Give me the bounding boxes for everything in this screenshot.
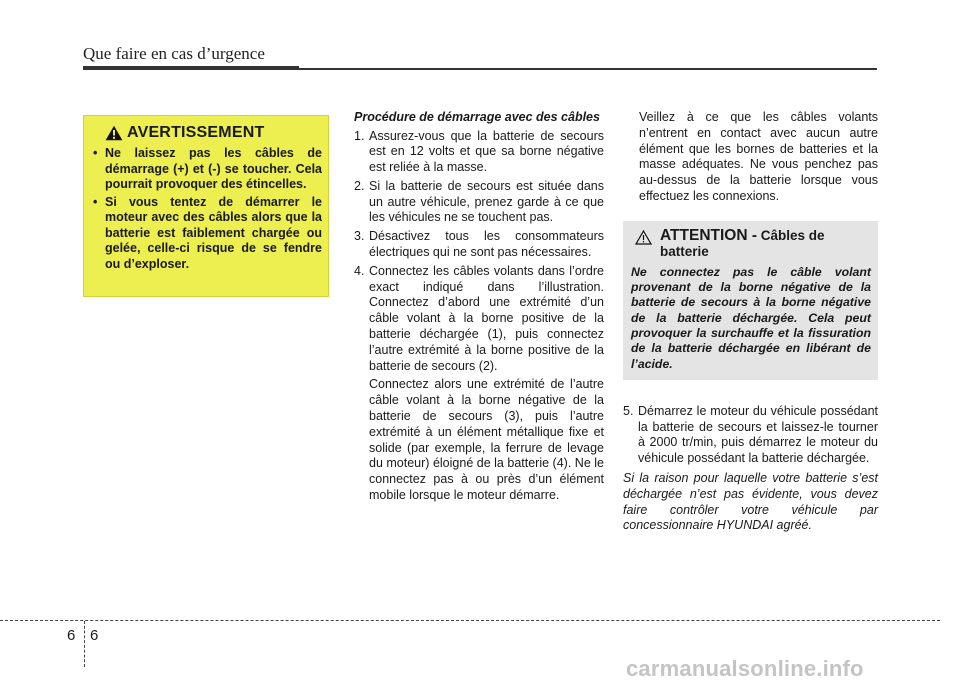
procedure-step (623, 404, 878, 467)
warning-item: • Si vous tentez de démarrer le moteur avec des câbles alors que la batterie est faiblement chargée ou gelée, celle-ci risque de se fendre ou d’exploser. (91, 195, 322, 273)
warning-item: • Ne laissez pas les câbles de démarrage (+) et (-) se toucher. Cela pourrait provoquer des étincelles. (91, 146, 322, 193)
page-header-title: Que faire en cas d’urgence (83, 44, 265, 63)
intro-paragraph: Veillez à ce que les câbles volants n’entrent en contact avec aucun autre élément que les bornes de batteries et la masse adéquates. Ne vous penchez pas au-dessus de la batterie lorsque vous effectuez les connexions. (639, 110, 878, 203)
attention-title-main: ATTENTION - (660, 226, 758, 244)
right-column (623, 110, 878, 534)
procedure-paragraph: Connectez alors une extrémité de l’autre câble volant à la borne négative de la batterie de secours (3), puis l’autre extrémité à un élément métallique fixe et solide (par exemple, la ferrure de levage du moteur) éloigné de la batterie (4). Ne le connectez pas à ou près d’un élément mobile lorsque le moteur démarre. (369, 377, 604, 503)
step-text: Si la batterie de secours est située dans un autre véhicule, prenez garde à ce que les véhicules ne se touchent pas. (369, 178, 604, 225)
procedure-step (354, 179, 604, 226)
page-number: 6 (90, 627, 99, 644)
step-number: 5. (623, 403, 634, 418)
attention-title (660, 228, 871, 260)
warning-box (83, 115, 329, 297)
procedure-title: Procédure de démarrage avec des câbles (354, 110, 600, 124)
footer-vertical-rule (84, 621, 85, 667)
footer-dashed-rule (0, 620, 940, 621)
procedure-step (354, 229, 604, 261)
step-text: Assurez-vous que la batterie de secours est en 12 volts et que sa borne négative est reliée à la masse. (369, 128, 604, 175)
step-number: 3. (354, 229, 365, 244)
caution-triangle-icon (635, 230, 652, 245)
attention-body: Ne connectez pas le câble volant provenant de la borne négative de la batterie de secours à la borne négative de la batterie déchargée. Cela peut provoquer la surchauffe et la fissuration de la batterie déchargée en libérant de l’acide. (631, 264, 871, 371)
attention-title-sub: Câbles de batterie (660, 227, 825, 259)
procedure-step (354, 264, 604, 375)
step-number: 1. (354, 128, 365, 143)
warning-triangle-icon (105, 125, 123, 141)
procedure-step (354, 129, 604, 176)
step-number: 4. (354, 263, 365, 278)
step-text: Démarrez le moteur du véhicule possédant la batterie de secours et laissez-le tourner à 2000 tr/min, puis démarrez le moteur du véhicule possédant la batterie déchargée. (638, 403, 878, 466)
page-section-number: 6 (67, 627, 76, 644)
warning-title: AVERTISSEMENT (127, 124, 265, 141)
header-rule-thin (299, 68, 877, 70)
step-text: Désactivez tous les consommateurs électriques qui ne sont pas nécessaires. (369, 229, 604, 260)
step-text: Connectez les câbles volants dans l’ordre exact indiqué dans l’illustration. Connectez d’abord une extrémité d’un câble volant à la borne positive de la batterie déchargée (1), puis connectez l’autre extrémité à la borne positive de la batterie de secours (2). (369, 263, 604, 373)
header-rule-thick (83, 66, 299, 70)
note-paragraph: Si la raison pour laquelle votre batterie s’est déchargée n’est pas évidente, vous devez faire contrôler votre véhicule par concessionnaire HYUNDAI agréé. (623, 471, 878, 533)
attention-header (631, 228, 871, 260)
warning-list (91, 146, 322, 272)
attention-box (623, 221, 878, 380)
warning-header (105, 122, 322, 144)
step-number: 2. (354, 178, 365, 193)
watermark: carmanualsonline.info (626, 656, 864, 681)
procedure-steps (354, 129, 604, 375)
procedure-column (354, 110, 604, 504)
